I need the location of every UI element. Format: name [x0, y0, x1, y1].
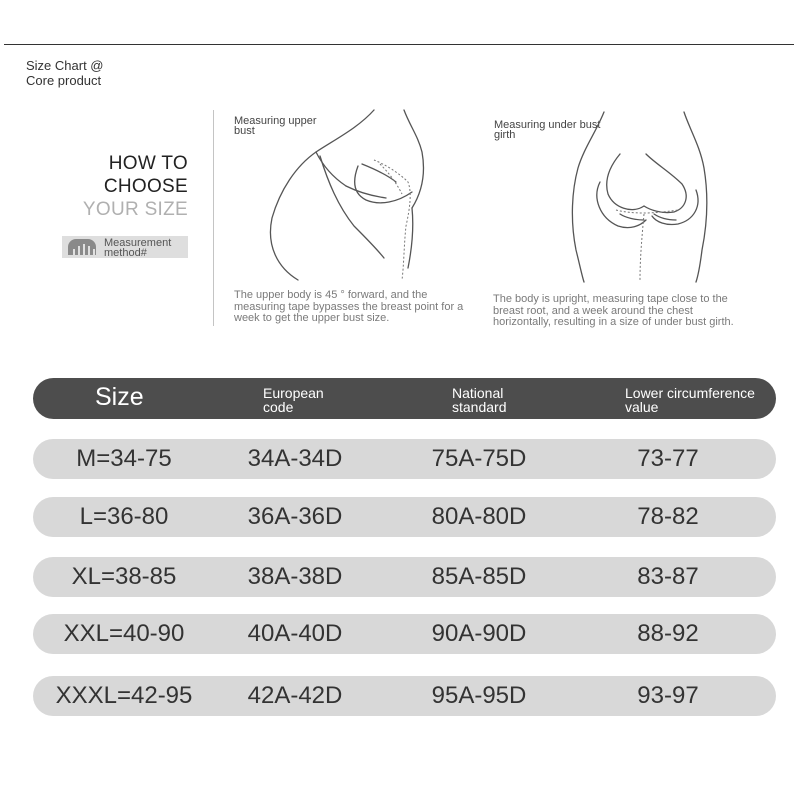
measurement-method-text: Measurement method# — [104, 237, 172, 259]
lower-circumference-cell: 83-87 — [637, 563, 699, 590]
upper-bust-description: The upper body is 45 ° forward, and the measuring tape bypasses the breast point for a week to get the upper bust size. — [234, 289, 464, 324]
table-row — [33, 614, 776, 654]
national-standard-cell: 85A-85D — [431, 563, 527, 590]
european-code-cell: 34A-34D — [247, 445, 343, 472]
measurement-method-badge — [62, 236, 188, 258]
size-cell: XXXL=42-95 — [55, 682, 193, 709]
your-size-line: YOUR SIZE — [82, 199, 188, 220]
european-code-cell: 42A-42D — [247, 682, 343, 709]
lower-circumference-cell: 78-82 — [637, 503, 699, 530]
national-standard-cell: 90A-90D — [431, 620, 527, 647]
under-bust-description: The body is upright, measuring tape close to the breast root, and a week around the chest horizontally, resulting in a size of under bust girth. — [493, 293, 734, 328]
how-to-choose-heading — [60, 152, 188, 221]
column-header-size: Size — [95, 383, 144, 411]
national-standard-cell: 80A-80D — [431, 503, 527, 530]
under-bust-caption: Measuring under bust girth — [494, 119, 601, 141]
under-bust-illustration — [560, 110, 720, 285]
size-chart-label: Size Chart @ Core product — [26, 58, 104, 88]
top-divider — [4, 44, 794, 45]
upper-bust-illustration — [262, 108, 442, 286]
vertical-divider — [213, 110, 214, 326]
column-header-lower-circumference: Lower circumference value — [625, 385, 755, 415]
table-row — [33, 497, 776, 537]
table-row — [33, 676, 776, 716]
upper-bust-caption: Measuring upper bust — [234, 115, 317, 137]
column-header-national-standard: National standard — [452, 385, 507, 415]
table-row — [33, 557, 776, 597]
size-cell: L=36-80 — [79, 503, 169, 530]
size-cell: XXL=40-90 — [63, 620, 185, 647]
european-code-cell: 36A-36D — [247, 503, 343, 530]
tape-measure-icon — [68, 239, 96, 255]
table-header — [33, 378, 776, 419]
size-cell: M=34-75 — [76, 445, 172, 472]
european-code-cell: 38A-38D — [247, 563, 343, 590]
national-standard-cell: 75A-75D — [431, 445, 527, 472]
size-cell: XL=38-85 — [71, 563, 177, 590]
lower-circumference-cell: 73-77 — [637, 445, 699, 472]
lower-circumference-cell: 93-97 — [637, 682, 699, 709]
national-standard-cell: 95A-95D — [431, 682, 527, 709]
table-row — [33, 439, 776, 479]
lower-circumference-cell: 88-92 — [637, 620, 699, 647]
column-header-european-code: European code — [263, 385, 324, 415]
how-to-line: HOW TO — [108, 153, 188, 174]
choose-line: CHOOSE — [103, 176, 188, 197]
european-code-cell: 40A-40D — [247, 620, 343, 647]
